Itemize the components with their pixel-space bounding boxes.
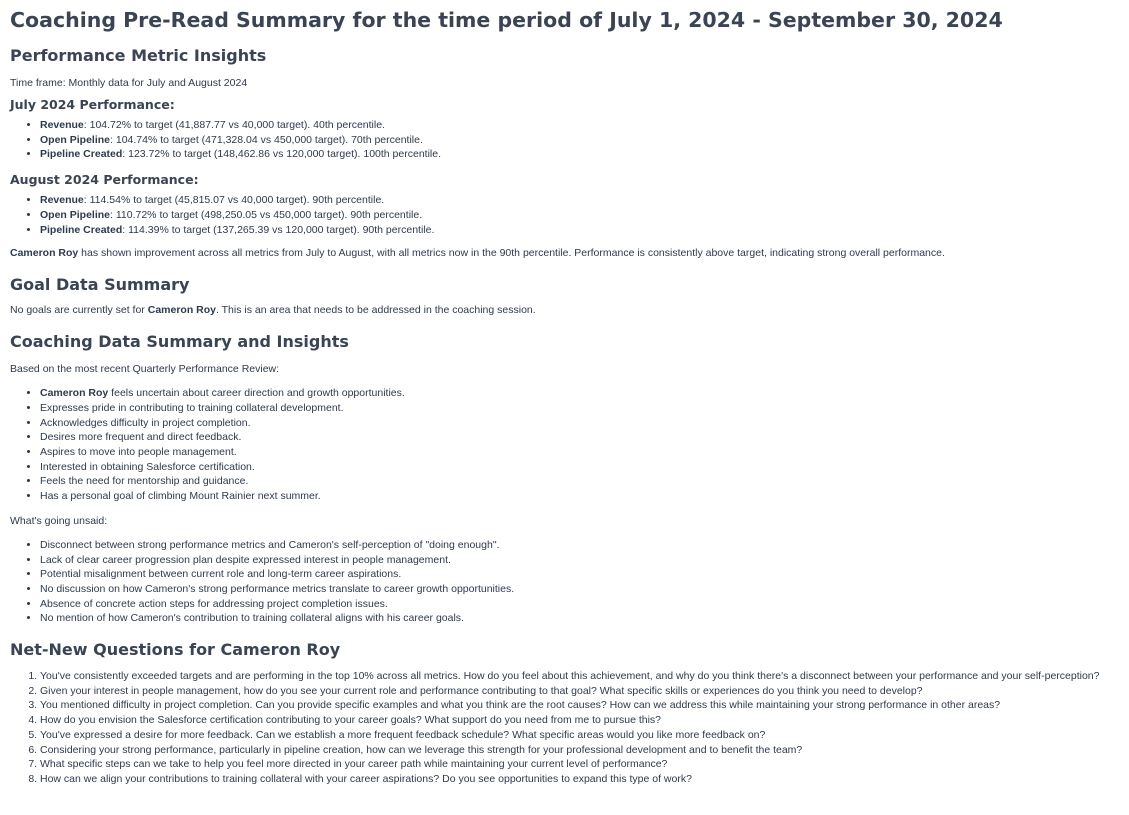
goals-text — [10, 303, 1119, 317]
question-item: 2. Given your interest in people management, how do you see your current role and performance contributing to that goal? What specific skills or experiences do you think you need to develop? — [40, 684, 1119, 699]
coaching-heading: Coaching Data Summary and Insights — [10, 332, 349, 352]
metric-text: : 114.54% to target (45,815.07 vs 40,000 target). 90th percentile. — [83, 194, 385, 207]
list-item: • No mention of how Cameron's contribution to training collateral aligns with his career goals. — [40, 611, 1119, 626]
question-item: 8. How can we align your contributions to training collateral with your career aspirations? Do you see opportunities to expand this type of work? — [40, 772, 1119, 787]
page-title: Coaching Pre-Read Summary for the time period of July 1, 2024 - September 30, 2024 — [10, 8, 1003, 32]
coaching-item-text: feels uncertain about career direction and growth opportunities. — [108, 387, 405, 400]
list-item: • Has a personal goal of climbing Mount Rainier next summer. — [40, 489, 1119, 504]
metric-text: : 123.72% to target (148,462.86 vs 120,000 target). 100th percentile. — [122, 148, 441, 161]
list-item: • Absence of concrete action steps for addressing project completion issues. — [40, 597, 1119, 612]
question-item: 6. Considering your strong performance, particularly in pipeline creation, how can we leverage this strength for your professional development and to benefit the team? — [40, 743, 1119, 758]
list-item: • No discussion on how Cameron's strong performance metrics translate to career growth opportunities. — [40, 582, 1119, 597]
list-item: • Acknowledges difficulty in project completion. — [40, 416, 1119, 431]
list-item: • Desires more frequent and direct feedback. — [40, 430, 1119, 445]
unsaid-list — [10, 538, 1119, 626]
july-heading: July 2024 Performance: — [10, 97, 175, 112]
list-item — [40, 193, 1119, 208]
metric-text: : 110.72% to target (498,250.05 vs 450,000 target). 90th percentile. — [110, 208, 423, 221]
performance-summary — [10, 246, 1119, 260]
questions-list — [10, 669, 1119, 787]
metric-label: Revenue — [40, 119, 84, 131]
question-item: 5. You've expressed a desire for more feedback. Can we establish a more frequent feedback schedule? What specific areas would you like more feedback on? — [40, 728, 1119, 743]
goals-text-before: No goals are currently set for — [10, 304, 148, 317]
metric-text: : 104.74% to target (471,328.04 vs 450,000 target). 70th percentile. — [110, 133, 423, 146]
list-item: • Potential misalignment between current role and long-term career aspirations. — [40, 567, 1119, 582]
list-item: • Feels the need for mentorship and guidance. — [40, 474, 1119, 489]
summary-text: has shown improvement across all metrics from July to August, with all metrics now in the 90th percentile. Performance is consistently above target, indicating strong overall performance. — [78, 247, 945, 260]
list-item: • Lack of clear career progression plan despite expressed interest in people management. — [40, 553, 1119, 568]
metric-label: Revenue — [40, 194, 84, 207]
question-item: 7. What specific steps can we take to help you feel more directed in your career path while maintaining your current level of performance? — [40, 757, 1119, 772]
question-item: 3. You mentioned difficulty in project completion. Can you provide specific examples and what you think are the root causes? How can we address this while maintaining your strong performance in other areas? — [40, 698, 1119, 713]
goals-text-after: . This is an area that needs to be addressed in the coaching session. — [216, 304, 536, 317]
employee-name: Cameron Roy — [10, 247, 79, 260]
list-item — [40, 386, 1119, 401]
list-item: • Disconnect between strong performance metrics and Cameron's self-perception of "doing enough". — [40, 538, 1119, 553]
performance-heading: Performance Metric Insights — [10, 46, 267, 65]
employee-name: Cameron Roy — [40, 387, 109, 400]
list-item — [40, 147, 1119, 162]
question-item: 4. How do you envision the Salesforce certification contributing to your career goals? What support do you need from me to pursue this? — [40, 713, 1119, 728]
metric-label: Open Pipeline — [40, 208, 111, 221]
questions-heading: Net-New Questions for Cameron Roy — [10, 640, 341, 660]
metric-text: : 104.72% to target (41,887.77 vs 40,000 target). 40th percentile. — [83, 119, 385, 131]
list-item — [40, 118, 1119, 133]
list-item: • Interested in obtaining Salesforce certification. — [40, 460, 1119, 475]
list-item: • Aspires to move into people management. — [40, 445, 1119, 460]
list-item: • Expresses pride in contributing to training collateral development. — [40, 401, 1119, 416]
metric-label: Pipeline Created — [40, 148, 123, 161]
coaching-list — [10, 386, 1119, 504]
august-metrics-list — [10, 193, 1119, 237]
metric-text: : 114.39% to target (137,265.39 vs 120,000 target). 90th percentile. — [122, 223, 435, 236]
metric-label: Open Pipeline — [40, 133, 111, 146]
august-heading: August 2024 Performance: — [10, 172, 199, 188]
metric-label: Pipeline Created — [40, 223, 123, 236]
unsaid-intro: What's going unsaid: — [10, 514, 108, 527]
list-item — [40, 133, 1119, 148]
july-metrics-list — [10, 118, 1119, 162]
list-item — [40, 208, 1119, 223]
list-item — [40, 223, 1119, 238]
question-item: 1. You've consistently exceeded targets and are performing in the top 10% across all metrics. How do you feel about this achievement, and why do you think there's a disconnect between your performance and your self-perception? — [40, 669, 1119, 684]
timeframe-text: Time frame: Monthly data for July and August 2024 — [10, 77, 248, 89]
employee-name: Cameron Roy — [147, 304, 216, 317]
goals-heading: Goal Data Summary — [10, 275, 190, 295]
coaching-intro: Based on the most recent Quarterly Performance Review: — [10, 363, 280, 376]
